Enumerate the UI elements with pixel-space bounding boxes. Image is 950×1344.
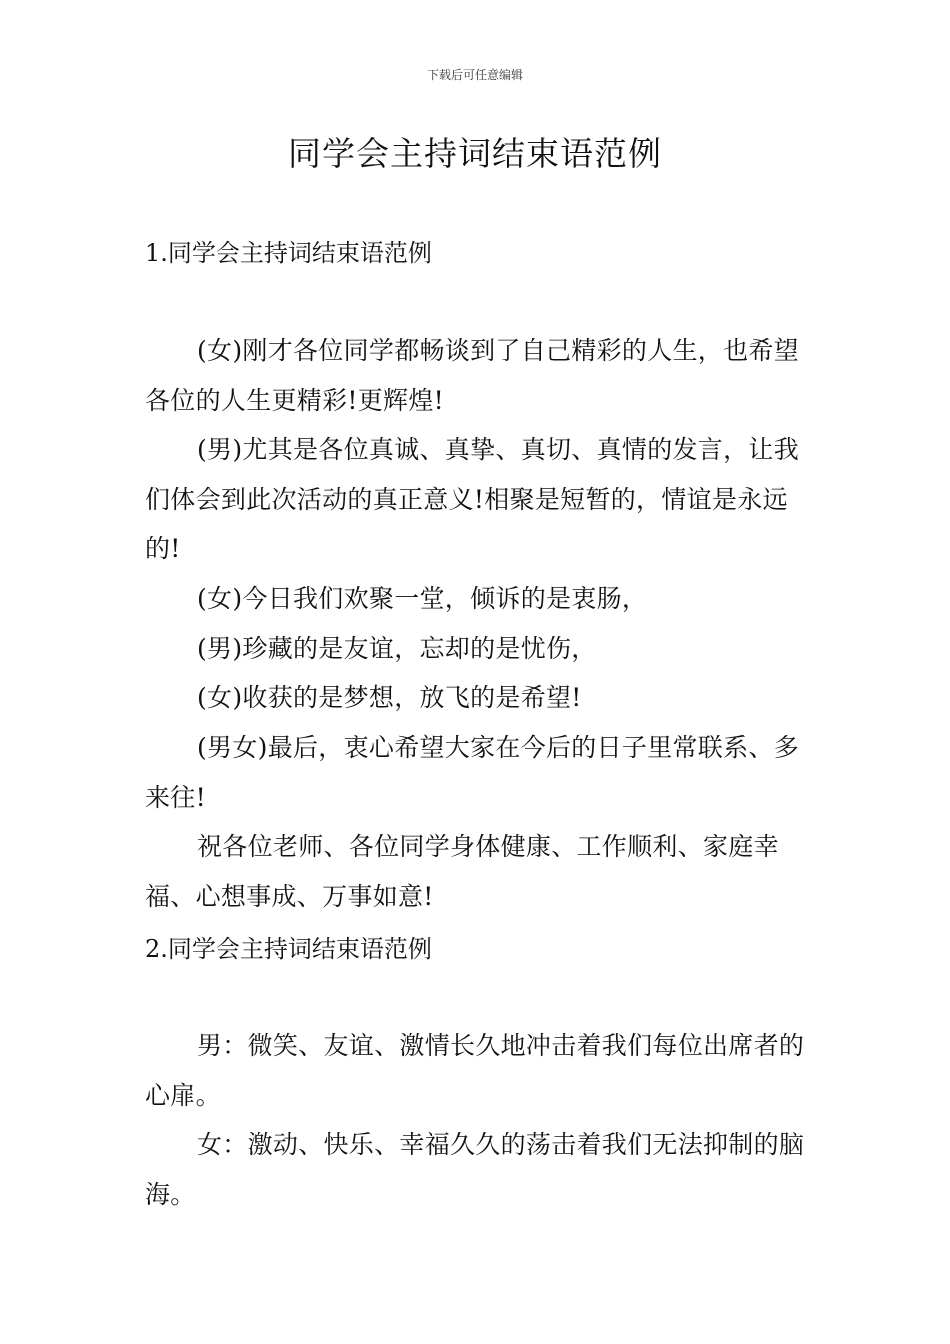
header-note: 下载后可任意编辑 bbox=[426, 68, 523, 82]
document-title: 同学会主持词结束语范例 bbox=[288, 134, 662, 173]
paragraph: (男)珍藏的是友谊，忘却的是忧伤， bbox=[197, 634, 597, 663]
section-heading-1: 1.同学会主持词结束语范例 bbox=[145, 239, 432, 267]
paragraph: (男女)最后，衷心希望大家在今后的日子里常联系、多来往! bbox=[145, 733, 800, 812]
paragraph: 祝各位老师、各位同学身体健康、工作顺利、家庭幸福、心想事成、万事如意! bbox=[145, 832, 779, 911]
section-heading-2: 2.同学会主持词结束语范例 bbox=[145, 935, 432, 963]
paragraph: 男：微笑、友谊、激情长久地冲击着我们每位出席者的心扉。 bbox=[145, 1031, 805, 1110]
paragraph: (女)刚才各位同学都畅谈到了自己精彩的人生，也希望各位的人生更精彩!更辉煌! bbox=[145, 336, 800, 415]
paragraph: (女)今日我们欢聚一堂，倾诉的是衷肠， bbox=[197, 584, 648, 613]
paragraph: 女：激动、快乐、幸福久久的荡击着我们无法抑制的脑海。 bbox=[145, 1130, 805, 1209]
paragraph: (男)尤其是各位真诚、真挚、真切、真情的发言，让我们体会到此次活动的真正意义!相聚是短暂的，情谊是永远的! bbox=[145, 435, 800, 564]
paragraph: (女)收获的是梦想，放飞的是希望! bbox=[197, 683, 582, 712]
